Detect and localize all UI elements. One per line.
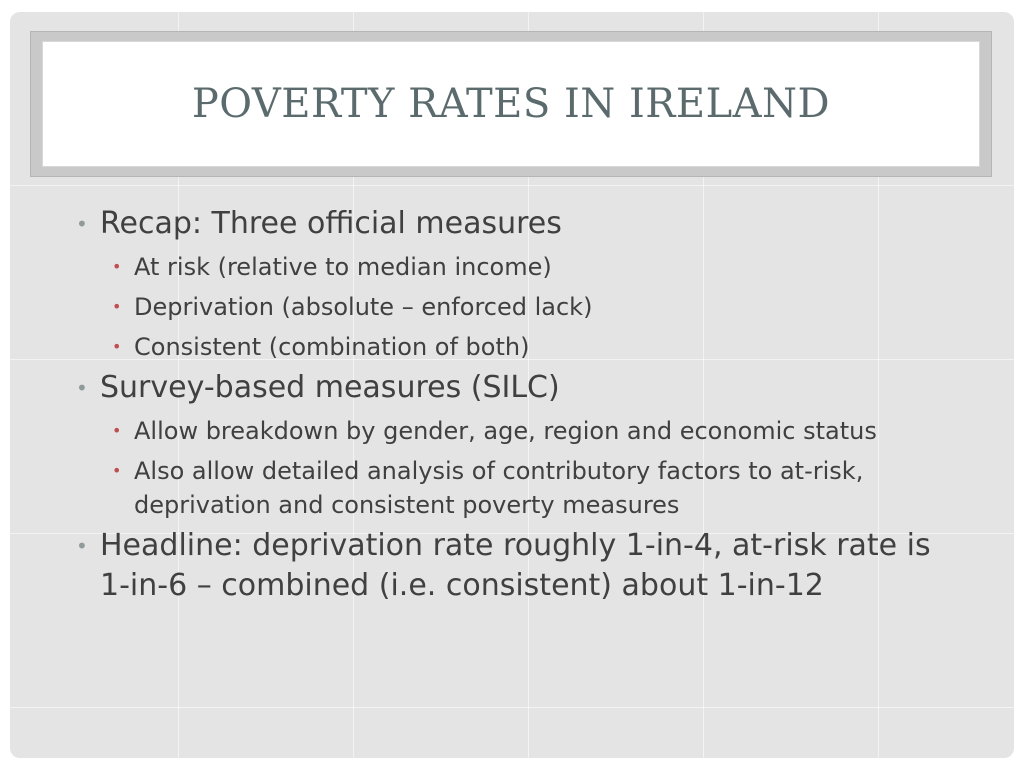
sub-bullet-text: Also allow detailed analysis of contributory factors to at-risk, deprivation and consistent poverty measures: [134, 457, 864, 519]
sub-bullet-dot-icon: •: [112, 421, 122, 440]
sub-bullet-text: Consistent (combination of both): [134, 333, 530, 361]
bullet-text: Survey-based measures (SILC): [100, 370, 560, 405]
sub-bullet-dot-icon: •: [112, 461, 122, 480]
bullet-item-recap: [70, 204, 970, 244]
sub-bullet-analysis: [70, 454, 970, 522]
bullet-dot-icon: •: [76, 376, 88, 400]
title-box: [42, 41, 980, 167]
bullet-dot-icon: •: [76, 212, 88, 236]
bullet-dot-icon: •: [76, 534, 88, 558]
sub-bullet-at-risk: [70, 250, 970, 284]
bullet-text: Headline: deprivation rate roughly 1-in-4, at-risk rate is 1-in-6 – combined (i.e. consistent) about 1-in-12: [100, 528, 931, 603]
sub-bullet-consistent: [70, 330, 970, 364]
sub-bullet-text: Deprivation (absolute – enforced lack): [134, 293, 593, 321]
bullet-list: [70, 200, 970, 606]
sub-bullet-text: Allow breakdown by gender, age, region and economic status: [134, 417, 877, 445]
sub-bullet-text: At risk (relative to median income): [134, 253, 552, 281]
bullet-text: Recap: Three official measures: [100, 206, 562, 241]
sub-bullet-deprivation: [70, 290, 970, 324]
sub-bullet-dot-icon: •: [112, 337, 122, 356]
slide-title: POVERTY RATES IN IRELAND: [191, 81, 831, 127]
sub-bullet-dot-icon: •: [112, 257, 122, 276]
bullet-item-headline: [70, 526, 970, 606]
sub-bullet-breakdown: [70, 414, 970, 448]
sub-bullet-dot-icon: •: [112, 297, 122, 316]
bullet-item-survey: [70, 368, 970, 408]
slide: [10, 12, 1014, 758]
title-frame: [30, 31, 992, 177]
